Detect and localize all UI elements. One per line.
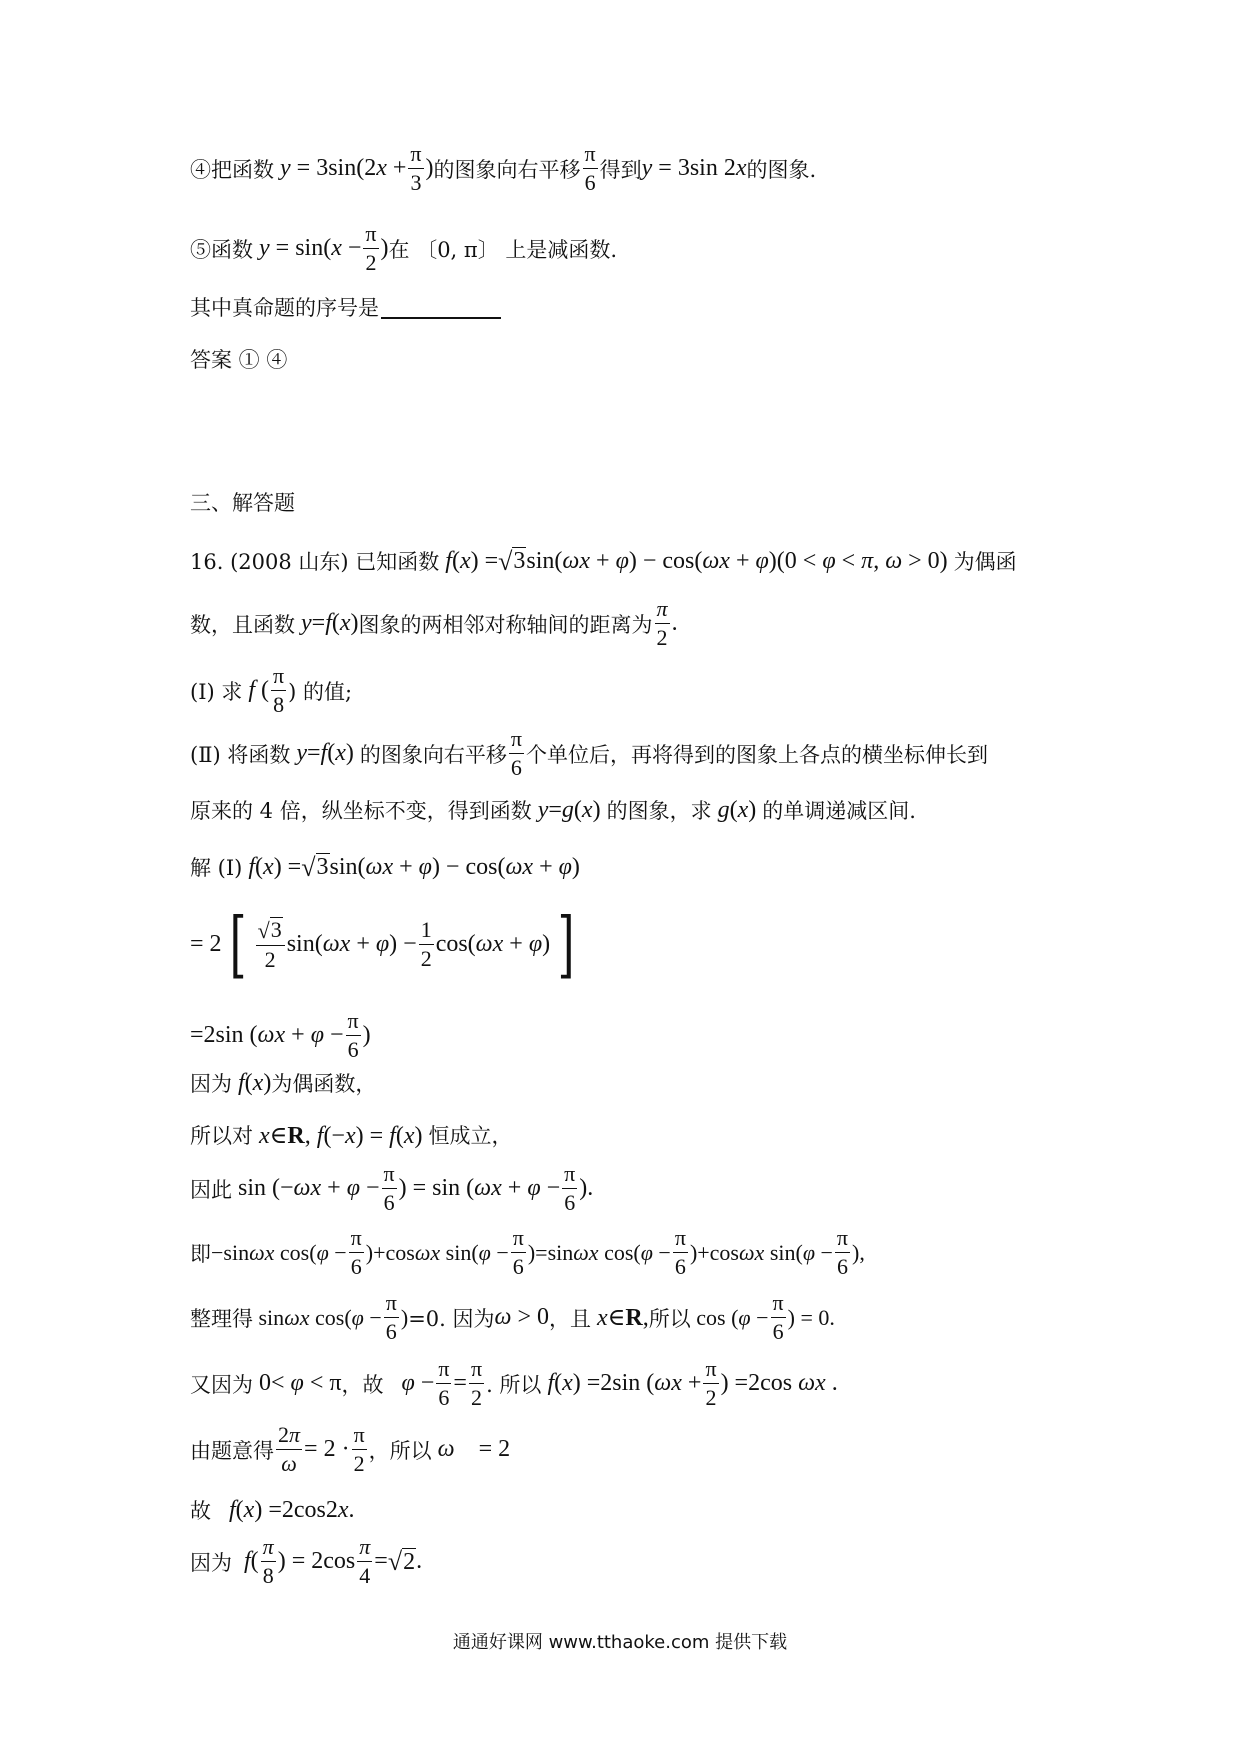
fraction: $\frac{\pi}{2}$ — [470, 1356, 483, 1410]
fraction: $\frac{1}{2}$ — [420, 916, 432, 971]
fraction: $\frac{\pi}{6}$ — [385, 1290, 397, 1344]
solution-line2: = 2 [ √ 3 2 sin(ωx + φ) − $\frac{1}{2}$ cos(ωx + φ) ] — [190, 902, 575, 986]
fraction: $\frac{\pi}{6}$ — [350, 1225, 362, 1279]
proposition-5: ⑤函数 y = sin(x − $\frac{\pi}{2}$ ) 在 〔0, π〕 上是减函数. — [190, 221, 618, 275]
fraction: $\frac{\pi}{6}$ — [772, 1290, 784, 1344]
solution-line7: 即 −sinωx cos(φ − $\frac{\pi}{6}$ )+cosωx sin(φ − $\frac{\pi}{6}$ )=sinωx cos(φ − $\frac{\pi}{6}$ )+cosωx sin(φ − $\frac{\pi}{6}$ ), — [190, 1225, 865, 1279]
answer-blank — [381, 295, 501, 319]
fraction: $\frac{\pi}{8}$ — [262, 1534, 274, 1588]
problem-16-part1: (Ⅰ) 求 f ( $\frac{\pi}{8}$ ) 的值; — [190, 663, 353, 717]
fraction: $\frac{\pi}{6}$ — [512, 1225, 524, 1279]
solution-line10: 由题意得 $\frac{2\pi}{\omega}$ = 2 · $\frac{\pi}{2}$ ，所以 ω = 2 — [190, 1422, 511, 1476]
solution-line6: 因此 sin (−ωx + φ − $\frac{\pi}{6}$ ) = sin (ωx + φ − $\frac{\pi}{6}$ ). — [190, 1161, 594, 1215]
problem-16-part2: (Ⅱ) 将函数 y=f(x) 的图象向右平移 $\frac{\pi}{6}$ 个单位后，再将得到的图象上各点的横坐标伸长到 — [190, 726, 988, 780]
fraction: $\frac{\pi}{6}$ — [347, 1008, 359, 1062]
sqrt: √ 3 — [498, 546, 526, 576]
fraction: $\frac{\pi}{6}$ — [383, 1161, 395, 1215]
problem-16-line2: 数，且函数 y=f(x) 图象的两相邻对称轴间的距离为 $\frac{\pi}{2}$ . — [190, 596, 678, 650]
proposition-4: ④把函数 y = 3sin(2x + $\frac{\pi}{3}$ ) 的图象向右平移 $\frac{\pi}{6}$ 得到 y = 3sin 2x 的图象. — [190, 141, 817, 195]
solution-line3: =2sin (ωx + φ − $\frac{\pi}{6}$ ) — [190, 1008, 371, 1062]
p4-mid1: 的图象向右平移 — [433, 157, 581, 182]
solution-line1: 解 (Ⅰ) f(x) = √ 3 sin(ωx + φ) − cos(ωx + φ) — [190, 852, 580, 882]
section-title: 三、解答题 — [190, 491, 295, 515]
p4-formula: y = 3sin(2x + — [280, 155, 407, 181]
p5-mid: 在 〔0, π〕 上是减函数. — [388, 237, 618, 262]
solution-line4: 因为 f(x) 为偶函数， — [190, 1069, 377, 1096]
fraction: $\frac{2\pi}{\omega}$ — [278, 1422, 301, 1476]
fraction: $\frac{\pi}{2}$ — [705, 1356, 717, 1410]
fraction: $\frac{\pi}{6}$ — [674, 1225, 686, 1279]
problem-16-line1: 16. (2008 山东) 已知函数 f(x) = √ 3 sin(ωx + φ) − cos(ωx + φ)(0 < φ < π, ω > 0) 为偶函 — [190, 546, 1017, 576]
fraction: $\frac{\pi}{6}$ — [438, 1356, 450, 1410]
fraction: $\frac{\pi}{6}$ — [564, 1161, 576, 1215]
p4-lead: ④把函数 — [190, 157, 274, 182]
fraction: √ 3 2 — [256, 917, 285, 971]
fraction: $\frac{\pi}{6}$ — [836, 1225, 849, 1279]
solution-line8: 整理得 sinωx cos(φ − $\frac{\pi}{6}$ ) =0. 因为 ω > 0 ，且 x∈R, 所以 cos (φ − $\frac{\pi}{6}$ ) = 0. — [190, 1290, 835, 1344]
fraction: $\frac{\pi}{6}$ — [510, 726, 522, 780]
question-prompt: 其中真命题的序号是 — [190, 292, 501, 322]
fraction: $\frac{\pi}{3}$ — [410, 141, 422, 195]
solution-line12: 因为 f( $\frac{\pi}{8}$ ) = 2cos $\frac{\pi}{4}$ = √ 2 . — [190, 1534, 423, 1588]
solution-line9: 又因为 0< φ < π ，故 φ − $\frac{\pi}{6}$ = $\frac{\pi}{2}$ . 所以 f(x) =2sin (ωx + $\frac{\pi}{2}$ ) =2cos ωx . — [190, 1356, 838, 1410]
fraction: $\frac{\pi}{2}$ — [365, 221, 377, 275]
problem-16-line5: 原来的 4 倍，纵坐标不变，得到函数 y=g(x) 的图象，求 g(x) 的单调递减区间. — [190, 796, 916, 823]
p5-lead: ⑤函数 — [190, 237, 253, 262]
fraction: $\frac{\pi}{8}$ — [273, 663, 285, 717]
solution-line11: 故 f(x) =2cos2x. — [190, 1496, 355, 1523]
answer: 答案 ① ④ — [190, 348, 288, 372]
fraction: $\frac{\pi}{2}$ — [656, 596, 668, 650]
sqrt: √ 3 — [301, 852, 329, 882]
solution-line5: 所以对 x∈R, f(−x) = f(x) 恒成立， — [190, 1122, 513, 1149]
footer: 通通好课网 www.tthaoke.com 提供下载 — [452, 1632, 788, 1653]
fraction: $\frac{\pi}{2}$ — [353, 1422, 365, 1476]
fraction: $\frac{\pi}{6}$ — [584, 141, 596, 195]
fraction: $\frac{\pi}{4}$ — [359, 1534, 371, 1588]
p4-mid2: 得到 — [599, 157, 642, 182]
sqrt: √ 2 — [387, 1547, 416, 1577]
p4-tail: 的图象. — [746, 157, 817, 182]
